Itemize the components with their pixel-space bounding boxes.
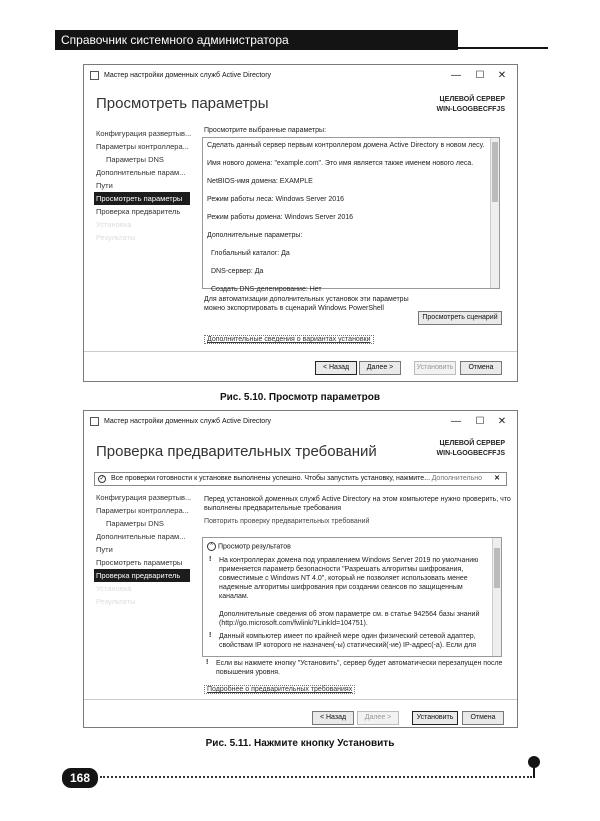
review-item: Дополнительные параметры: bbox=[207, 232, 303, 239]
target-server-name: WIN-LGOGBECFFJS bbox=[436, 106, 505, 113]
install-button[interactable]: Установить bbox=[412, 711, 458, 725]
maximize-button[interactable]: ☐ bbox=[475, 416, 485, 427]
nav-item-dns-options[interactable]: Параметры DNS bbox=[106, 519, 164, 528]
install-button[interactable]: Установить bbox=[414, 361, 456, 375]
footer-dotted-rule bbox=[100, 776, 532, 778]
window-title: Мастер настройки доменных служб Active Directory bbox=[104, 418, 272, 425]
nav-item-review-options[interactable]: Просмотреть параметры bbox=[94, 192, 190, 205]
review-item: NetBIOS-имя домена: EXAMPLE bbox=[207, 178, 313, 185]
more-info-link[interactable]: Дополнительные сведения о вариантах установки bbox=[204, 335, 374, 344]
target-server bbox=[437, 439, 505, 459]
nav-item-results: Результаты bbox=[96, 233, 136, 242]
export-note bbox=[204, 295, 409, 313]
review-item: Сделать данный сервер первым контроллером домена Active Directory в новом лесу. bbox=[207, 142, 485, 149]
warning-text-2 bbox=[219, 632, 489, 650]
warning-text-1 bbox=[219, 556, 489, 601]
cancel-button[interactable]: Отмена bbox=[462, 711, 504, 725]
next-button[interactable]: Далее > bbox=[359, 361, 401, 375]
footer-divider bbox=[84, 351, 517, 352]
nav-item-additional-options[interactable]: Дополнительные парам... bbox=[96, 532, 186, 541]
review-list[interactable] bbox=[202, 137, 500, 293]
nav-item-prereq-check[interactable]: Проверка предваритель bbox=[94, 569, 190, 582]
warning-icon: ! bbox=[209, 556, 212, 563]
maximize-button[interactable]: ☐ bbox=[475, 70, 485, 81]
back-button[interactable]: < Назад bbox=[315, 361, 357, 375]
nav-item-prereq-check[interactable]: Проверка предваритель bbox=[96, 207, 181, 216]
status-banner-text: Все проверки готовности к установке выполнены успешно. Чтобы запустить установку, нажмите... bbox=[111, 475, 431, 482]
success-icon: ✓ bbox=[99, 476, 105, 482]
collapse-icon[interactable]: ^ bbox=[207, 542, 216, 551]
warning-line: совместимые с Windows NT 4.0", который не позволяет использовать менее bbox=[219, 575, 468, 582]
wizard-window-review bbox=[83, 64, 518, 382]
warning-icon: ! bbox=[209, 632, 212, 639]
warning-line: Данный компьютер имеет по крайней мере один физический сетевой адаптер, bbox=[219, 633, 476, 640]
nav-item-review-options[interactable]: Просмотреть параметры bbox=[96, 558, 183, 567]
target-server-label: ЦЕЛЕВОЙ СЕРВЕР bbox=[439, 96, 505, 103]
footer-dot bbox=[528, 756, 540, 768]
next-button[interactable]: Далее > bbox=[357, 711, 399, 725]
intro-text bbox=[204, 495, 511, 513]
app-icon bbox=[90, 417, 99, 426]
page-header: Справочник системного администратора bbox=[55, 30, 458, 50]
page-number: 168 bbox=[62, 768, 98, 788]
restart-note-line: повышения уровня. bbox=[216, 669, 280, 676]
window-title: Мастер настройки доменных служб Active Directory bbox=[104, 72, 272, 79]
nav-item-paths[interactable]: Пути bbox=[96, 545, 113, 554]
info-text bbox=[219, 610, 489, 628]
title-bar bbox=[84, 411, 517, 433]
close-button[interactable]: ✕ bbox=[497, 70, 507, 81]
target-server bbox=[437, 95, 505, 115]
info-line: (http://go.microsoft.com/fwlink/?LinkId=104751). bbox=[219, 620, 368, 627]
nav-item-dc-options[interactable]: Параметры контроллера... bbox=[96, 142, 189, 151]
review-item: Режим работы домена: Windows Server 2016 bbox=[207, 214, 354, 221]
nav-item-installation: Установка bbox=[96, 584, 132, 593]
review-item: Имя нового домена: "example.com". Это имя является также именем нового леса. bbox=[207, 160, 474, 167]
intro-line: Перед установкой доменных служб Active Directory на этом компьютере нужно проверить, что bbox=[204, 496, 511, 503]
nav-item-additional-options[interactable]: Дополнительные парам... bbox=[96, 168, 186, 177]
warning-line: каналам. bbox=[219, 593, 249, 600]
back-button[interactable]: < Назад bbox=[312, 711, 354, 725]
export-note-line: Для автоматизации дополнительных установок эти параметры bbox=[204, 296, 409, 303]
nav-item-deployment[interactable]: Конфигурация развертыв... bbox=[96, 493, 192, 502]
banner-more-link[interactable]: Дополнительно bbox=[431, 475, 482, 482]
warning-icon: ! bbox=[206, 659, 209, 666]
more-info-link[interactable]: Подробнее о предварительных требованиях bbox=[204, 685, 355, 694]
nav-item-installation: Установка bbox=[96, 220, 132, 229]
info-line: Дополнительные сведения об этом параметре см. в статье 942564 базы знаний bbox=[219, 611, 480, 618]
status-banner bbox=[94, 472, 507, 486]
close-button[interactable]: ✕ bbox=[497, 416, 507, 427]
footer-divider bbox=[84, 699, 517, 700]
intro-line: выполнены предварительные требования bbox=[204, 505, 341, 512]
nav-item-dns-options[interactable]: Параметры DNS bbox=[106, 155, 164, 164]
review-item: Режим работы леса: Windows Server 2016 bbox=[207, 196, 344, 203]
results-panel[interactable] bbox=[202, 537, 502, 657]
nav-item-paths[interactable]: Пути bbox=[96, 181, 113, 190]
warning-line: надежные алгоритмы шифрования при создании сеансов по защищенным bbox=[219, 584, 463, 591]
wizard-window-prereq bbox=[83, 410, 518, 728]
figure-caption-1: Рис. 5.10. Просмотр параметров bbox=[219, 392, 381, 403]
results-header-label: Просмотр результатов bbox=[218, 543, 291, 551]
restart-note bbox=[216, 659, 502, 677]
app-icon bbox=[90, 71, 99, 80]
page-title: Проверка предварительных требований bbox=[96, 443, 377, 460]
export-note-line: можно экспортировать в сценарий Windows PowerShell bbox=[204, 305, 384, 312]
wizard-nav bbox=[94, 491, 190, 608]
target-server-name: WIN-LGOGBECFFJS bbox=[436, 450, 505, 457]
banner-close-icon[interactable]: ✕ bbox=[494, 475, 500, 482]
warning-line: применяется параметр безопасности "Разрешать алгоритмы шифрования, bbox=[219, 566, 464, 573]
review-item: Создать DNS-делегирование: Нет bbox=[211, 286, 322, 293]
title-bar bbox=[84, 65, 517, 87]
restart-note-line: Если вы нажмете кнопку "Установить", сервер будет автоматически перезапущен после bbox=[216, 660, 503, 667]
review-item: Глобальный каталог: Да bbox=[211, 250, 290, 257]
header-rule bbox=[458, 47, 548, 49]
scrollbar[interactable] bbox=[490, 138, 499, 288]
review-item: DNS-сервер: Да bbox=[211, 268, 264, 275]
view-script-button[interactable]: Просмотреть сценарий bbox=[418, 311, 502, 325]
page-title: Просмотреть параметры bbox=[96, 95, 269, 112]
nav-item-results: Результаты bbox=[96, 597, 136, 606]
warning-line: свойствам IP которого не назначен(-ы) статический(-ие) IP-адрес(-а). Если для bbox=[219, 642, 476, 649]
scrollbar[interactable] bbox=[492, 538, 501, 656]
wizard-nav bbox=[94, 127, 190, 244]
review-label: Просмотрите выбранные параметры: bbox=[204, 127, 327, 134]
results-header[interactable] bbox=[207, 542, 291, 551]
cancel-button[interactable]: Отмена bbox=[460, 361, 502, 375]
minimize-button[interactable]: — bbox=[451, 416, 461, 427]
minimize-button[interactable]: — bbox=[451, 70, 461, 81]
nav-item-deployment[interactable]: Конфигурация развертыв... bbox=[96, 129, 192, 138]
figure-caption-2: Рис. 5.11. Нажмите кнопку Установить bbox=[205, 738, 395, 749]
warning-line: На контроллерах домена под управлением Windows Server 2019 по умолчанию bbox=[219, 557, 479, 564]
nav-item-dc-options[interactable]: Параметры контроллера... bbox=[96, 506, 189, 515]
recheck-link[interactable]: Повторить проверку предварительных требований bbox=[204, 518, 370, 525]
target-server-label: ЦЕЛЕВОЙ СЕРВЕР bbox=[439, 440, 505, 447]
